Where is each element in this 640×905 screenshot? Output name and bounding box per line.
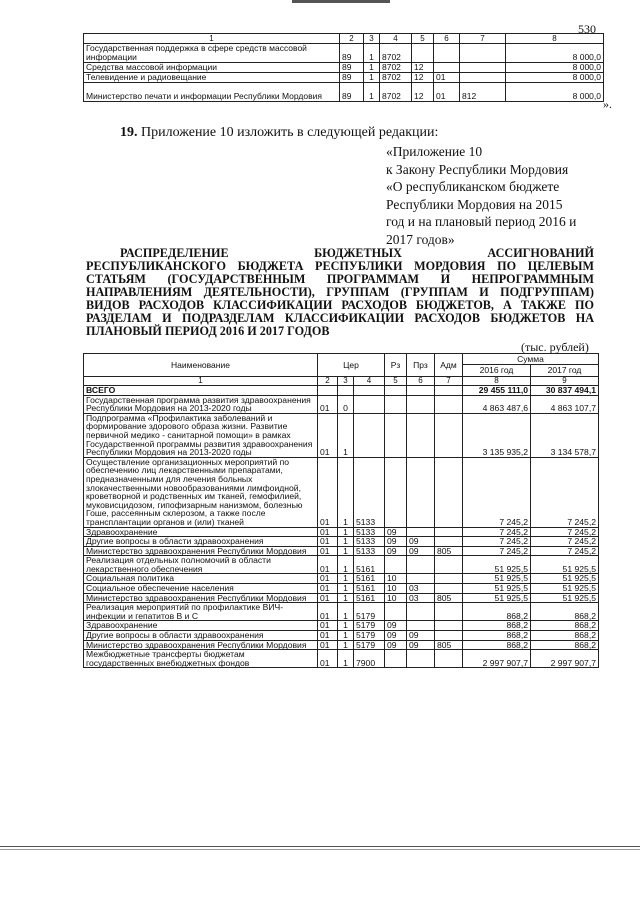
row-name: ВСЕГО (84, 386, 318, 396)
amount-2016: 868,2 (463, 640, 531, 650)
csr-program: 01 (318, 603, 338, 621)
cell: 12 (412, 73, 434, 83)
cell: 8702 (380, 83, 412, 102)
appendix-line: к Закону Республики Мордовия (386, 161, 569, 177)
cell: 01 (434, 83, 460, 102)
amount-2016: 4 863 487,6 (463, 395, 531, 413)
csr-subprogram: 1 (338, 640, 354, 650)
amount-2016: 51 925,5 (463, 593, 531, 603)
adm-cell (435, 537, 463, 547)
prz-cell: 09 (407, 631, 435, 641)
cell: 8702 (380, 73, 412, 83)
appendix-line: год и на плановый период 2016 и (386, 214, 577, 229)
col-number: 6 (407, 377, 435, 386)
col-number: 6 (434, 34, 460, 44)
amount-cell: 8 000,0 (506, 83, 604, 102)
header-row (84, 354, 599, 365)
col-number: 9 (531, 377, 599, 386)
cell: 1 (364, 83, 380, 102)
csr-code: 5179 (354, 603, 385, 621)
row-name: Государственная программа развития здравоохранения Республики Мордовия на 2013-2020 годы (84, 395, 318, 413)
amount-2017: 868,2 (531, 621, 599, 631)
table-row (84, 603, 599, 621)
amount-2016: 868,2 (463, 603, 531, 621)
cell: 812 (460, 83, 506, 102)
csr-code: 5133 (354, 527, 385, 537)
adm-cell (435, 631, 463, 641)
page-edge-line (0, 849, 640, 850)
row-name: Здравоохранение (84, 527, 318, 537)
row-name: Телевидение и радиовещание (84, 73, 340, 83)
rz-cell: 09 (385, 546, 407, 556)
cell (460, 63, 506, 73)
row-name: Межбюджетные трансферты бюджетам государственных внебюджетных фондов (84, 650, 318, 668)
csr-program: 01 (318, 395, 338, 413)
prz-cell (407, 457, 435, 527)
row-name: Реализация отдельных полномочий в области лекарственного обеспечения (84, 556, 318, 574)
csr-code (354, 386, 385, 396)
csr-code: 5179 (354, 621, 385, 631)
rz-cell (385, 457, 407, 527)
cell: 12 (412, 83, 434, 102)
amount-2016: 7 245,2 (463, 537, 531, 547)
table-row (84, 593, 599, 603)
prz-cell: 03 (407, 593, 435, 603)
csr-subprogram: 1 (338, 574, 354, 584)
csr-code: 5161 (354, 584, 385, 594)
table-row (84, 640, 599, 650)
adm-cell (435, 527, 463, 537)
csr-code: 5161 (354, 593, 385, 603)
appendix-line: «Приложение 10 (386, 144, 483, 159)
csr-program: 01 (318, 546, 338, 556)
amount-2016: 51 925,5 (463, 574, 531, 584)
col-number: 8 (506, 34, 604, 44)
csr-program: 01 (318, 556, 338, 574)
page-number: 530 (578, 22, 596, 36)
row-name: Другие вопросы в области здравоохранения (84, 537, 318, 547)
col-number: 8 (463, 377, 531, 386)
table-row (84, 574, 599, 584)
rz-cell: 09 (385, 527, 407, 537)
csr-program: 01 (318, 527, 338, 537)
csr-subprogram: 1 (338, 457, 354, 527)
cell: 8702 (380, 63, 412, 73)
table-row (84, 556, 599, 574)
prz-cell: 09 (407, 537, 435, 547)
csr-subprogram: 0 (338, 395, 354, 413)
csr-program: 01 (318, 413, 338, 457)
csr-subprogram: 1 (338, 527, 354, 537)
prz-cell (407, 574, 435, 584)
amount-2016: 868,2 (463, 631, 531, 641)
prz-cell (407, 621, 435, 631)
rz-cell: 09 (385, 621, 407, 631)
prz-cell: 09 (407, 546, 435, 556)
csr-program: 01 (318, 631, 338, 641)
csr-program: 01 (318, 584, 338, 594)
budget-table (83, 353, 599, 668)
table-row (84, 386, 599, 396)
appendix-line: «О республиканском бюджете (386, 179, 560, 194)
cell: 1 (364, 63, 380, 73)
col-number: 1 (84, 34, 340, 44)
cell: 8702 (380, 44, 412, 63)
csr-code: 7900 (354, 650, 385, 668)
cell: 89 (340, 63, 364, 73)
row-name: Средства массовой информации (84, 63, 340, 73)
rz-cell (385, 386, 407, 396)
rz-cell: 10 (385, 574, 407, 584)
units-label: (тыс. рублей) (521, 340, 589, 354)
col-number: 5 (385, 377, 407, 386)
csr-code: 5161 (354, 574, 385, 584)
adm-cell (435, 395, 463, 413)
rz-cell (385, 395, 407, 413)
prz-cell (407, 527, 435, 537)
title-line: НАПРАВЛЕНИЯМ ДЕЯТЕЛЬНОСТИ), ГРУППАМ (ГРУППАМ И ПОДГРУППАМ) (86, 285, 594, 299)
table-row (84, 537, 599, 547)
row-name: Осуществление организационных мероприятий по обеспечению лиц лекарственными препаратами, предназначенными для лечения больных злокачественными новообразованиями лимфоидной, кроветворной и родственных им тканей, гемофилией, муковисцидозом, гипофизарным нанизмом, болезнью Гоше, рассеянным склерозом, а также после трансплантации органов и (или) тканей (84, 457, 318, 527)
table-row (84, 44, 604, 63)
column-number-row (84, 34, 604, 44)
header-name: Наименование (84, 354, 318, 377)
table-row (84, 83, 604, 102)
cell: 1 (364, 73, 380, 83)
adm-cell: 805 (435, 593, 463, 603)
header-2017: 2017 год (531, 365, 599, 377)
col-number: 3 (338, 377, 354, 386)
col-number: 1 (84, 377, 318, 386)
amount-cell: 8 000,0 (506, 44, 604, 63)
adm-cell (435, 574, 463, 584)
amount-2017: 51 925,5 (531, 574, 599, 584)
col-number: 2 (318, 377, 338, 386)
amount-2017: 30 837 494,1 (531, 386, 599, 396)
cell (460, 44, 506, 63)
document-title (86, 247, 594, 338)
amount-2017: 4 863 107,7 (531, 395, 599, 413)
csr-subprogram (338, 386, 354, 396)
cell (460, 73, 506, 83)
col-number: 3 (364, 34, 380, 44)
amount-cell: 8 000,0 (506, 73, 604, 83)
header-sum: Сумма (463, 354, 599, 365)
row-name: Министерство здравоохранения Республики Мордовия (84, 593, 318, 603)
table-row (84, 457, 599, 527)
csr-subprogram: 1 (338, 593, 354, 603)
adm-cell: 805 (435, 546, 463, 556)
prz-cell: 03 (407, 584, 435, 594)
col-number: 7 (460, 34, 506, 44)
row-name: Социальная политика (84, 574, 318, 584)
title-line: СТАТЬЯМ (ГОСУДАРСТВЕННЫМ ПРОГРАММАМ И НЕПРОГРАММНЫМ (86, 272, 594, 286)
amount-2017: 868,2 (531, 631, 599, 641)
amount-2016: 7 245,2 (463, 527, 531, 537)
adm-cell: 805 (435, 640, 463, 650)
csr-code (354, 413, 385, 457)
cell (434, 63, 460, 73)
amount-2016: 51 925,5 (463, 584, 531, 594)
appendix-line: 2017 годов» (386, 231, 455, 247)
table-row (84, 413, 599, 457)
csr-program: 01 (318, 593, 338, 603)
csr-program: 01 (318, 621, 338, 631)
row-name: Социальное обеспечение населения (84, 584, 318, 594)
row-name: Подпрограмма «Профилактика заболеваний и формирование здорового образа жизни. Развитие первичной медико - санитарной помощи» в рамках Государственной программы развития здравоохранения Республики Мордовия на 2013-2020 годы (84, 413, 318, 457)
amount-2016: 7 245,2 (463, 457, 531, 527)
header-adm: Адм (435, 354, 463, 377)
amount-2016: 51 925,5 (463, 556, 531, 574)
csr-code: 5161 (354, 556, 385, 574)
row-name: Министерство здравоохранения Республики Мордовия (84, 546, 318, 556)
row-name: Другие вопросы в области здравоохранения (84, 631, 318, 641)
amount-2016: 868,2 (463, 621, 531, 631)
prz-cell (407, 395, 435, 413)
adm-cell (435, 650, 463, 668)
rz-cell: 09 (385, 631, 407, 641)
row-name: Министерство печати и информации Республики Мордовия (84, 83, 340, 102)
csr-code: 5133 (354, 546, 385, 556)
prz-cell (407, 556, 435, 574)
table-row (84, 650, 599, 668)
table-row (84, 395, 599, 413)
csr-subprogram: 1 (338, 537, 354, 547)
cell (412, 44, 434, 63)
appendix-line: Республики Мордовия на 2015 (386, 196, 563, 212)
amount-cell: 8 000,0 (506, 63, 604, 73)
amount-2017: 2 997 907,7 (531, 650, 599, 668)
rz-cell: 10 (385, 593, 407, 603)
adm-cell (435, 556, 463, 574)
csr-subprogram: 1 (338, 556, 354, 574)
amount-2017: 51 925,5 (531, 593, 599, 603)
adm-cell (435, 603, 463, 621)
table-row (84, 527, 599, 537)
amount-2017: 868,2 (531, 603, 599, 621)
prz-cell (407, 650, 435, 668)
rz-cell (385, 603, 407, 621)
page-edge-line (0, 846, 640, 847)
amount-2017: 3 134 578,7 (531, 413, 599, 457)
column-number-row (84, 377, 599, 386)
csr-subprogram: 1 (338, 413, 354, 457)
csr-subprogram: 1 (338, 584, 354, 594)
adm-cell (435, 413, 463, 457)
csr-code: 5179 (354, 640, 385, 650)
cell (434, 44, 460, 63)
prz-cell (407, 603, 435, 621)
point-number: 19. (120, 125, 138, 140)
row-name: Здравоохранение (84, 621, 318, 631)
table-row (84, 621, 599, 631)
cell: 89 (340, 83, 364, 102)
adm-cell (435, 457, 463, 527)
csr-code (354, 395, 385, 413)
csr-code: 5133 (354, 457, 385, 527)
csr-program: 01 (318, 457, 338, 527)
header-prz: Прз (407, 354, 435, 377)
title-line: РАЗДЕЛАМ И ПОДРАЗДЕЛАМ КЛАССИФИКАЦИИ РАСХОДОВ БЮДЖЕТОВ НА (86, 311, 594, 325)
rz-cell (385, 650, 407, 668)
rz-cell: 09 (385, 537, 407, 547)
row-name: Министерство здравоохранения Республики Мордовия (84, 640, 318, 650)
table-body (84, 386, 599, 668)
prz-cell (407, 386, 435, 396)
table-row (84, 546, 599, 556)
rz-cell (385, 413, 407, 457)
amount-2016: 3 135 935,2 (463, 413, 531, 457)
title-line: РЕСПУБЛИКАНСКОГО БЮДЖЕТА РЕСПУБЛИКИ МОРДОВИЯ ПО ЦЕЛЕВЫМ (86, 259, 594, 273)
col-number: 7 (435, 377, 463, 386)
amount-2017: 51 925,5 (531, 584, 599, 594)
csr-code: 5179 (354, 631, 385, 641)
header-rz: Рз (385, 354, 407, 377)
csr-subprogram: 1 (338, 603, 354, 621)
title-line: ПЛАНОВЫЙ ПЕРИОД 2016 И 2017 ГОДОВ (86, 324, 330, 338)
cell: 01 (434, 73, 460, 83)
rz-cell (385, 556, 407, 574)
amount-2016: 29 455 111,0 (463, 386, 531, 396)
amount-2017: 7 245,2 (531, 457, 599, 527)
table-row (84, 73, 604, 83)
adm-cell (435, 584, 463, 594)
staple-mark (292, 0, 390, 3)
csr-subprogram: 1 (338, 621, 354, 631)
row-name: Реализация мероприятий по профилактике ВИЧ-инфекции и гепатитов В и С (84, 603, 318, 621)
cell: 89 (340, 73, 364, 83)
csr-code: 5133 (354, 537, 385, 547)
title-line: РАСПРЕДЕЛЕНИЕ БЮДЖЕТНЫХ АССИГНОВАНИЙ (120, 246, 594, 260)
amount-2017: 7 245,2 (531, 537, 599, 547)
amount-2017: 51 925,5 (531, 556, 599, 574)
csr-program: 01 (318, 574, 338, 584)
amount-2016: 7 245,2 (463, 546, 531, 556)
csr-subprogram: 1 (338, 631, 354, 641)
title-line: ВИДОВ РАСХОДОВ КЛАССИФИКАЦИИ РАСХОДОВ БЮДЖЕТОВ, А ТАКЖЕ ПО (86, 298, 594, 312)
cell: 1 (364, 44, 380, 63)
rz-cell: 09 (385, 640, 407, 650)
cell: 12 (412, 63, 434, 73)
prz-cell (407, 413, 435, 457)
appendix-heading (386, 143, 616, 248)
col-number: 5 (412, 34, 434, 44)
continuation-table (83, 33, 604, 102)
closing-quote: ». (603, 97, 612, 111)
col-number: 2 (340, 34, 364, 44)
header-2016: 2016 год (463, 365, 531, 377)
csr-subprogram: 1 (338, 650, 354, 668)
amendment-point (120, 125, 438, 141)
rz-cell: 10 (385, 584, 407, 594)
csr-subprogram: 1 (338, 546, 354, 556)
prz-cell: 09 (407, 640, 435, 650)
table-row (84, 63, 604, 73)
adm-cell (435, 621, 463, 631)
table-row (84, 584, 599, 594)
cell: 89 (340, 44, 364, 63)
col-number: 4 (354, 377, 385, 386)
amount-2016: 2 997 907,7 (463, 650, 531, 668)
csr-program: 01 (318, 640, 338, 650)
point-text: Приложение 10 изложить в следующей редакции: (141, 125, 439, 140)
adm-cell (435, 386, 463, 396)
table-row (84, 631, 599, 641)
amount-2017: 7 245,2 (531, 527, 599, 537)
header-csr: Цер (318, 354, 385, 377)
csr-program (318, 386, 338, 396)
csr-program: 01 (318, 537, 338, 547)
col-number: 4 (380, 34, 412, 44)
amount-2017: 7 245,2 (531, 546, 599, 556)
row-name: Государственная поддержка в сфере средств массовой информации (84, 44, 340, 63)
amount-2017: 868,2 (531, 640, 599, 650)
csr-program: 01 (318, 650, 338, 668)
